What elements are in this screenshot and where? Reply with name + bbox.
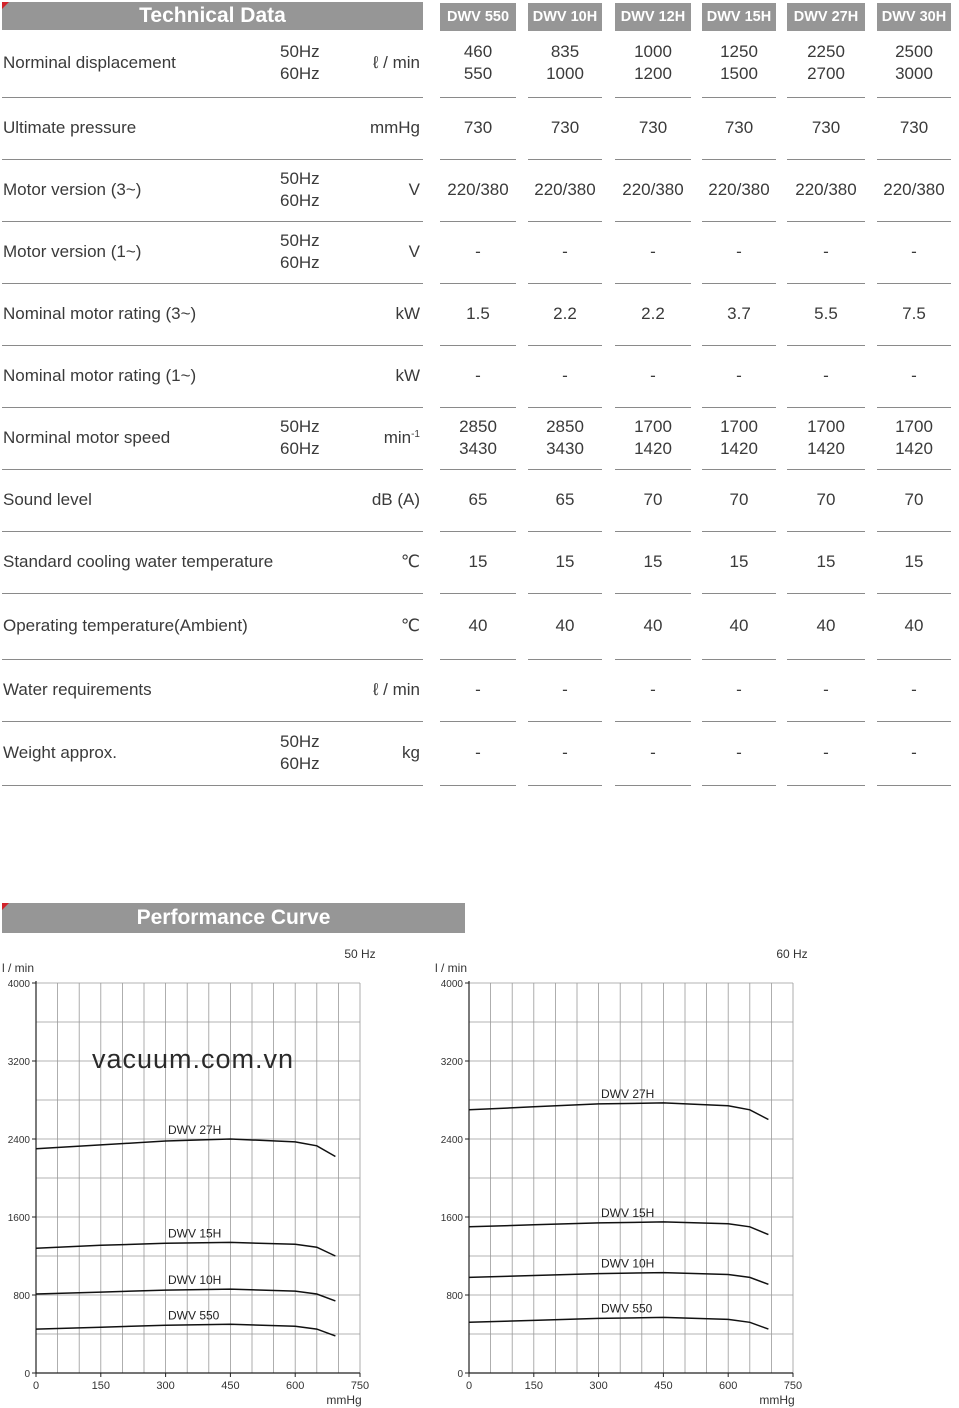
value-60hz: 1500 bbox=[720, 64, 758, 83]
value-cell: 65 bbox=[468, 489, 488, 509]
column-divider bbox=[702, 221, 776, 222]
column-divider bbox=[528, 283, 602, 284]
column-divider bbox=[787, 593, 865, 594]
unit-label: mmHg bbox=[369, 117, 420, 137]
column-divider bbox=[528, 469, 602, 470]
row-divider bbox=[2, 469, 423, 470]
column-divider bbox=[787, 407, 865, 408]
value-60hz: 1000 bbox=[546, 64, 584, 83]
column-divider bbox=[615, 469, 691, 470]
value-60hz: 550 bbox=[463, 64, 493, 83]
column-divider bbox=[528, 593, 602, 594]
model-header: DWV 15H bbox=[702, 3, 776, 31]
column-divider bbox=[528, 407, 602, 408]
value-50hz: 2850 bbox=[459, 416, 497, 436]
model-header: DWV 550 bbox=[440, 3, 516, 31]
row-divider bbox=[2, 721, 423, 722]
column-divider bbox=[528, 531, 602, 532]
row-divider bbox=[2, 531, 423, 532]
column-divider bbox=[615, 531, 691, 532]
column-divider bbox=[787, 721, 865, 722]
value-cell: - bbox=[911, 241, 917, 261]
value-cell: 15 bbox=[816, 551, 836, 571]
column-divider bbox=[440, 97, 516, 98]
value-50hz: 2850 bbox=[546, 416, 584, 436]
series-line bbox=[469, 1222, 768, 1235]
column-divider bbox=[877, 593, 951, 594]
column-divider bbox=[702, 159, 776, 160]
value-60hz: 1420 bbox=[634, 438, 672, 458]
column-divider bbox=[440, 593, 516, 594]
unit-label: ℃ bbox=[400, 551, 420, 571]
value-50hz: 460 bbox=[463, 42, 493, 61]
value-50hz: 1000 bbox=[634, 42, 672, 61]
x-tick-label: 300 bbox=[589, 1380, 608, 1392]
column-divider bbox=[440, 283, 516, 284]
frequency-50hz: 50Hz bbox=[280, 416, 320, 436]
column-divider bbox=[615, 593, 691, 594]
value-cell: 15 bbox=[643, 551, 663, 571]
value-cell: 40 bbox=[904, 615, 924, 635]
value-cell: - bbox=[736, 679, 742, 699]
value-60hz: 3430 bbox=[546, 438, 584, 458]
series-label: DWV 550 bbox=[168, 1308, 220, 1323]
y-tick-label: 2400 bbox=[440, 1135, 463, 1146]
value-50hz: 1700 bbox=[895, 416, 933, 436]
series-line bbox=[469, 1103, 768, 1120]
x-tick-label: 0 bbox=[465, 1380, 473, 1392]
column-divider bbox=[702, 469, 776, 470]
unit-label: dB (A) bbox=[371, 489, 420, 509]
frequency-50hz: 50Hz bbox=[280, 168, 320, 188]
value-cell: 70 bbox=[816, 489, 836, 509]
row-divider bbox=[2, 283, 423, 284]
series-label: DWV 15H bbox=[168, 1226, 222, 1241]
value-cell: 15 bbox=[904, 551, 924, 571]
value-cell: 730 bbox=[638, 117, 668, 137]
row-label: Norminal displacement bbox=[3, 53, 176, 72]
value-cell: - bbox=[562, 365, 568, 385]
row-label: Weight approx. bbox=[3, 742, 118, 762]
value-50hz: 1700 bbox=[634, 416, 672, 436]
column-divider bbox=[787, 221, 865, 222]
column-divider bbox=[877, 407, 951, 408]
series-label: DWV 27H bbox=[168, 1123, 222, 1137]
performance-chart-50hz bbox=[0, 940, 376, 1408]
value-60hz: 3000 bbox=[895, 64, 933, 83]
model-header: DWV 10H bbox=[528, 3, 602, 31]
value-50hz: 2500 bbox=[895, 42, 933, 61]
performance-curve-header bbox=[2, 903, 465, 933]
column-divider bbox=[787, 345, 865, 346]
column-divider bbox=[877, 721, 951, 722]
series-label: DWV 15H bbox=[601, 1205, 655, 1220]
column-divider bbox=[787, 283, 865, 284]
frequency-60hz: 60Hz bbox=[280, 64, 320, 83]
unit-label: kW bbox=[395, 365, 420, 385]
value-cell: 730 bbox=[550, 117, 580, 137]
y-tick-label: 3200 bbox=[440, 1057, 463, 1068]
value-cell: 7.5 bbox=[902, 303, 926, 323]
column-divider bbox=[440, 345, 516, 346]
performance-curve-title: Performance Curve bbox=[136, 906, 331, 929]
row-label: Nominal motor rating (1~) bbox=[3, 365, 197, 385]
x-tick-label: 450 bbox=[654, 1380, 673, 1392]
column-divider bbox=[528, 785, 602, 786]
column-divider bbox=[787, 159, 865, 160]
column-divider bbox=[702, 785, 776, 786]
row-label: Nominal motor rating (3~) bbox=[3, 303, 197, 323]
value-60hz: 3430 bbox=[459, 438, 497, 458]
column-divider bbox=[615, 407, 691, 408]
y-tick-label: 1600 bbox=[440, 1213, 463, 1224]
row-label: Operating temperature(Ambient) bbox=[3, 615, 248, 635]
column-divider bbox=[787, 659, 865, 660]
technical-data-header bbox=[2, 2, 423, 30]
y-tick-label: 1600 bbox=[7, 1213, 30, 1224]
y-tick-label: 800 bbox=[446, 1291, 463, 1302]
unit-superscript: -1 bbox=[411, 428, 420, 440]
value-60hz: 1200 bbox=[634, 64, 672, 83]
series-line bbox=[469, 1273, 768, 1285]
x-tick-label: 750 bbox=[350, 1380, 370, 1392]
watermark-text: vacuum.com.vn bbox=[92, 1044, 295, 1074]
row-label: Standard cooling water temperature bbox=[3, 551, 274, 571]
column-divider bbox=[877, 159, 951, 160]
frequency-60hz: 60Hz bbox=[280, 753, 320, 773]
value-cell: 15 bbox=[555, 551, 575, 571]
series-line bbox=[36, 1242, 335, 1256]
value-cell: 730 bbox=[724, 117, 754, 137]
x-tick-label: 750 bbox=[783, 1380, 803, 1392]
column-divider bbox=[877, 531, 951, 532]
row-label: Motor version (1~) bbox=[3, 241, 142, 261]
value-cell: 730 bbox=[811, 117, 841, 137]
column-divider bbox=[702, 531, 776, 532]
column-divider bbox=[615, 159, 691, 160]
column-divider bbox=[615, 283, 691, 284]
y-tick-label: 0 bbox=[457, 1369, 463, 1380]
row-divider bbox=[2, 97, 423, 98]
column-divider bbox=[615, 659, 691, 660]
x-tick-label: 600 bbox=[286, 1380, 305, 1392]
value-cell: - bbox=[562, 742, 568, 762]
model-header: DWV 27H bbox=[787, 3, 865, 31]
value-cell: - bbox=[475, 742, 481, 762]
value-50hz: 835 bbox=[550, 42, 580, 61]
row-divider bbox=[2, 593, 423, 594]
frequency-50hz: 50Hz bbox=[280, 42, 320, 61]
column-divider bbox=[787, 785, 865, 786]
y-tick-label: 4000 bbox=[7, 979, 30, 990]
series-label: DWV 10H bbox=[601, 1256, 655, 1271]
row-label: Norminal motor speed bbox=[3, 427, 171, 447]
row-divider bbox=[2, 221, 423, 222]
value-cell: 5.5 bbox=[814, 303, 838, 323]
column-divider bbox=[615, 97, 691, 98]
unit-label: ℓ / min bbox=[372, 679, 420, 699]
column-divider bbox=[440, 469, 516, 470]
column-divider bbox=[787, 531, 865, 532]
column-divider bbox=[528, 221, 602, 222]
column-divider bbox=[877, 659, 951, 660]
value-cell: 1.5 bbox=[466, 303, 490, 323]
value-60hz: 1420 bbox=[895, 438, 933, 458]
value-cell: 70 bbox=[729, 489, 749, 509]
value-cell: 2.2 bbox=[641, 303, 665, 323]
frequency-60hz: 60Hz bbox=[280, 252, 320, 272]
column-divider bbox=[702, 283, 776, 284]
value-cell: 730 bbox=[463, 117, 493, 137]
row-divider bbox=[2, 407, 423, 408]
x-axis-label: mmHg bbox=[326, 1393, 362, 1407]
unit-label: kg bbox=[402, 742, 420, 762]
x-tick-label: 300 bbox=[156, 1380, 175, 1392]
value-cell: - bbox=[562, 241, 568, 261]
value-cell: - bbox=[650, 679, 656, 699]
unit-label: ℓ / min bbox=[372, 53, 420, 72]
column-divider bbox=[615, 785, 691, 786]
value-cell: - bbox=[475, 679, 481, 699]
value-cell: 70 bbox=[643, 489, 663, 509]
value-cell: - bbox=[475, 241, 481, 261]
value-cell: - bbox=[911, 365, 917, 385]
chart-frequency-title: 60 Hz bbox=[776, 947, 808, 961]
row-label: Motor version (3~) bbox=[3, 179, 142, 199]
y-tick-label: 2400 bbox=[7, 1135, 30, 1146]
column-divider bbox=[702, 97, 776, 98]
value-cell: - bbox=[823, 679, 829, 699]
row-divider bbox=[2, 785, 423, 786]
red-corner-mark bbox=[2, 903, 9, 910]
value-50hz: 1250 bbox=[720, 42, 758, 61]
column-divider bbox=[702, 407, 776, 408]
series-label: DWV 10H bbox=[168, 1273, 222, 1288]
column-divider bbox=[787, 469, 865, 470]
x-tick-label: 600 bbox=[719, 1380, 738, 1392]
value-cell: 40 bbox=[816, 615, 836, 635]
value-cell: 70 bbox=[904, 489, 924, 509]
value-60hz: 2700 bbox=[807, 64, 845, 83]
y-tick-label: 0 bbox=[24, 1369, 30, 1380]
column-divider bbox=[702, 721, 776, 722]
value-cell: - bbox=[823, 241, 829, 261]
value-cell: - bbox=[475, 365, 481, 385]
value-cell: 40 bbox=[468, 615, 488, 635]
y-tick-label: 3200 bbox=[7, 1057, 30, 1068]
series-label: DWV 550 bbox=[601, 1301, 653, 1316]
column-divider bbox=[440, 531, 516, 532]
column-divider bbox=[615, 221, 691, 222]
value-cell: 3.7 bbox=[727, 303, 751, 323]
column-divider bbox=[528, 659, 602, 660]
red-corner-mark bbox=[2, 2, 9, 9]
column-divider bbox=[787, 97, 865, 98]
value-cell: - bbox=[736, 742, 742, 762]
value-cell: 15 bbox=[729, 551, 749, 571]
value-cell: 15 bbox=[468, 551, 488, 571]
model-header: DWV 12H bbox=[615, 3, 691, 31]
column-divider bbox=[877, 469, 951, 470]
value-cell: 2.2 bbox=[553, 303, 577, 323]
column-divider bbox=[877, 97, 951, 98]
value-cell: 40 bbox=[643, 615, 663, 635]
series-label: DWV 27H bbox=[601, 1086, 655, 1101]
value-50hz: 1700 bbox=[807, 416, 845, 436]
value-cell: 220/380 bbox=[534, 179, 596, 199]
chart-frequency-title: 50 Hz bbox=[344, 947, 376, 961]
column-divider bbox=[528, 159, 602, 160]
y-axis-label: l / min bbox=[2, 961, 35, 975]
x-tick-label: 450 bbox=[221, 1380, 240, 1392]
column-divider bbox=[440, 159, 516, 160]
value-50hz: 2250 bbox=[807, 42, 845, 61]
series-line bbox=[469, 1317, 768, 1329]
column-divider bbox=[702, 345, 776, 346]
frequency-60hz: 60Hz bbox=[280, 190, 320, 210]
value-cell: - bbox=[736, 241, 742, 261]
column-divider bbox=[877, 221, 951, 222]
value-60hz: 1420 bbox=[807, 438, 845, 458]
row-label: Water requirements bbox=[3, 679, 152, 699]
value-cell: - bbox=[823, 365, 829, 385]
value-cell: 220/380 bbox=[622, 179, 684, 199]
value-cell: - bbox=[650, 742, 656, 762]
value-cell: 65 bbox=[555, 489, 575, 509]
value-cell: - bbox=[911, 742, 917, 762]
column-divider bbox=[440, 659, 516, 660]
column-divider bbox=[528, 345, 602, 346]
unit-label: $\min^{-1}$ bbox=[383, 427, 420, 447]
value-cell: 220/380 bbox=[883, 179, 945, 199]
y-tick-label: 4000 bbox=[440, 979, 463, 990]
x-tick-label: 150 bbox=[524, 1380, 543, 1392]
value-50hz: 1700 bbox=[720, 416, 758, 436]
x-tick-label: 0 bbox=[32, 1380, 40, 1392]
value-cell: - bbox=[823, 742, 829, 762]
column-divider bbox=[877, 345, 951, 346]
column-divider bbox=[702, 659, 776, 660]
value-cell: - bbox=[650, 241, 656, 261]
column-divider bbox=[440, 407, 516, 408]
value-cell: 220/380 bbox=[447, 179, 509, 199]
column-divider bbox=[615, 345, 691, 346]
value-cell: - bbox=[650, 365, 656, 385]
value-cell: 220/380 bbox=[795, 179, 857, 199]
column-divider bbox=[440, 721, 516, 722]
row-label: Ultimate pressure bbox=[3, 117, 137, 137]
row-divider bbox=[2, 345, 423, 346]
column-divider bbox=[877, 283, 951, 284]
row-label: Sound level bbox=[3, 489, 92, 509]
row-divider bbox=[2, 659, 423, 660]
frequency-50hz: 50Hz bbox=[280, 230, 320, 250]
frequency-60hz: 60Hz bbox=[280, 438, 320, 458]
series-line bbox=[36, 1139, 335, 1157]
unit-label: V bbox=[408, 241, 420, 261]
performance-chart-60hz bbox=[433, 940, 808, 1408]
x-axis-label: mmHg bbox=[759, 1393, 795, 1407]
unit-label: ℃ bbox=[400, 615, 420, 635]
x-tick-label: 150 bbox=[91, 1380, 110, 1392]
column-divider bbox=[440, 785, 516, 786]
column-divider bbox=[702, 593, 776, 594]
value-cell: 730 bbox=[899, 117, 929, 137]
y-tick-label: 800 bbox=[13, 1291, 30, 1302]
column-divider bbox=[440, 221, 516, 222]
model-header: DWV 30H bbox=[877, 3, 951, 31]
frequency-50hz: 50Hz bbox=[280, 731, 320, 751]
column-divider bbox=[877, 785, 951, 786]
value-cell: - bbox=[911, 679, 917, 699]
value-cell: 40 bbox=[729, 615, 749, 635]
row-divider bbox=[2, 159, 423, 160]
unit-label: kW bbox=[395, 303, 420, 323]
value-cell: 40 bbox=[555, 615, 575, 635]
value-cell: - bbox=[562, 679, 568, 699]
value-cell: 220/380 bbox=[708, 179, 770, 199]
value-cell: - bbox=[736, 365, 742, 385]
y-axis-label: l / min bbox=[435, 961, 468, 975]
technical-data-title: Technical Data bbox=[139, 4, 286, 27]
column-divider bbox=[615, 721, 691, 722]
value-60hz: 1420 bbox=[720, 438, 758, 458]
column-divider bbox=[528, 721, 602, 722]
unit-label: V bbox=[408, 179, 420, 199]
column-divider bbox=[528, 97, 602, 98]
